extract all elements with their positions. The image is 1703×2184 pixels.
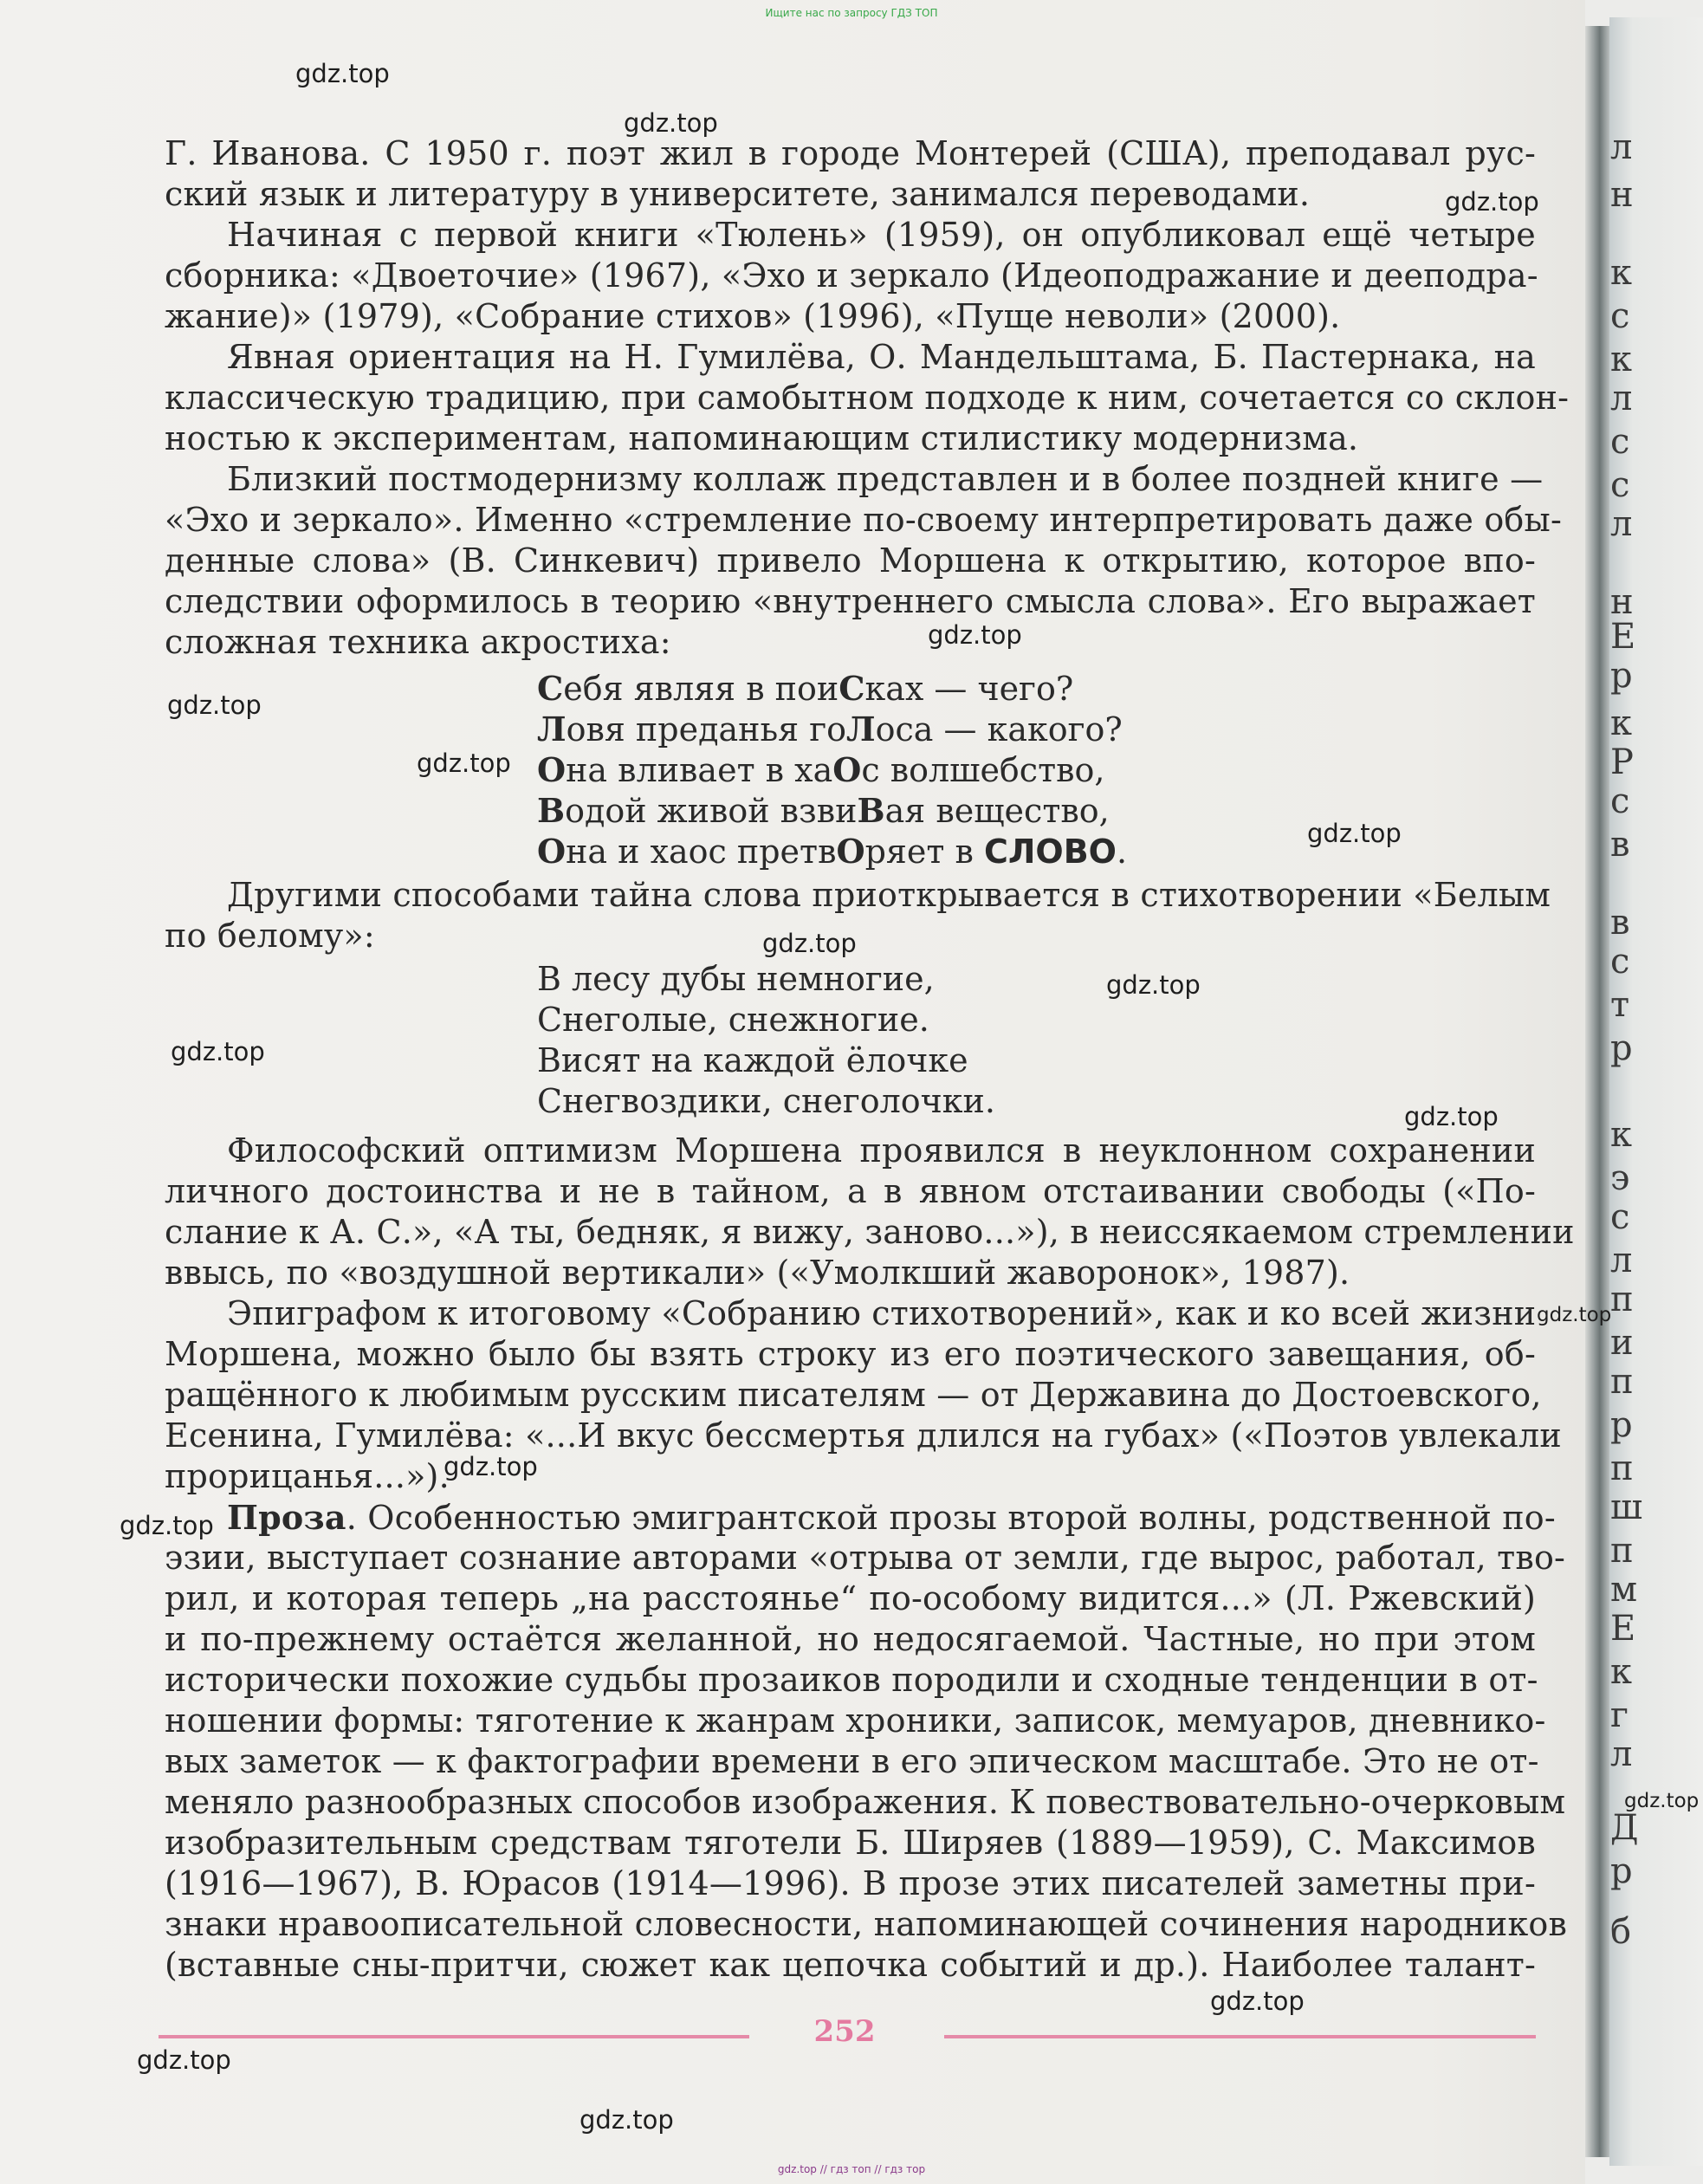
watermark: gdz.top: [1624, 1790, 1700, 1812]
watermark: gdz.top: [120, 1511, 214, 1540]
text-line: Есенина, Гумилёва: «...И вкус бессмертья длился на губах» («Поэтов увлекали: [165, 1416, 1562, 1455]
bottom-note: gdz.top // гдз топ // гдз тор: [777, 2163, 926, 2175]
book-spine: [1585, 26, 1609, 2157]
acrostic-letter: В: [857, 791, 885, 830]
watermark: gdz.top: [1210, 1986, 1305, 2016]
text-line: ский язык и литературу в университете, занимался переводами.: [165, 175, 1311, 213]
facing-page-letter: Е: [1610, 617, 1636, 657]
acrostic-letter: О: [537, 832, 567, 871]
acrostic-line: Ловя преданья гоЛоса — какого?: [537, 710, 1123, 749]
facing-page-letter: к: [1610, 340, 1632, 379]
text-line: следствии оформилось в теорию «внутреннего смысла слова». Его выражает: [165, 582, 1536, 620]
facing-page-letter: и: [1610, 1323, 1634, 1363]
facing-page-letter: п: [1610, 1448, 1634, 1488]
acrostic-line: Она вливает в хаОс волшебство,: [537, 750, 1105, 789]
watermark: gdz.top: [580, 2105, 674, 2135]
facing-page-letter: Р: [1610, 742, 1634, 782]
acrostic-letter: С: [537, 669, 564, 708]
text-line: Близкий постмодернизму коллаж представлен и в более поздней книге —: [227, 460, 1544, 498]
facing-page-letter: б: [1610, 1912, 1632, 1952]
footer-rule-right: [944, 2035, 1536, 2038]
facing-page-letter: с: [1610, 296, 1630, 336]
watermark: gdz.top: [624, 108, 718, 138]
watermark: gdz.top: [1307, 819, 1402, 848]
text-line: вых заметок — к фактографии времени в его эпическом масштабе. Это не от-: [165, 1742, 1539, 1780]
watermark: gdz.top: [417, 749, 511, 778]
facing-page-letter: л: [1610, 1241, 1633, 1280]
text-line: Моршена, можно было бы взять строку из его поэтического завещания, об-: [165, 1335, 1536, 1373]
page-number: 252: [813, 2014, 876, 2049]
acrostic-line: Себя являя в поиСках — чего?: [537, 669, 1074, 708]
text-line: Г. Иванова. С 1950 г. поэт жил в городе Монтерей (США), преподавал рус-: [165, 134, 1536, 172]
facing-page-letter: м: [1610, 1570, 1638, 1610]
facing-page-letter: л: [1610, 379, 1633, 418]
facing-page-letter: к: [1610, 253, 1632, 293]
acrostic-line: Она и хаос претвОряет в СЛОВО.: [537, 832, 1128, 871]
watermark: gdz.top: [928, 620, 1022, 650]
watermark: gdz.top: [1106, 970, 1201, 1000]
text-line: Эпиграфом к итоговому «Собранию стихотворений», как и ко всей жизни: [227, 1294, 1537, 1332]
facing-page-edge: [1609, 17, 1703, 2166]
text-line: ращённого к любимым русским писателям — от Державина до Достоевского,: [165, 1376, 1542, 1414]
text-line: слание к А. С.», «А ты, бедняк, я вижу, заново...»), в неиссякаемом стремлении: [165, 1213, 1575, 1251]
acrostic-letter: В: [537, 791, 566, 830]
text-line: сборника: «Двоеточие» (1967), «Эхо и зеркало (Идеоподражание и дееподра-: [165, 256, 1538, 295]
text-line: эзии, выступает сознание авторами «отрыва от земли, где вырос, работал, тво-: [165, 1539, 1566, 1577]
facing-page-letter: с: [1610, 942, 1630, 982]
text-line: изобразительным средствам тяготели Б. Ширяев (1889—1959), С. Максимов: [165, 1824, 1536, 1862]
facing-page-letter: н: [1610, 582, 1634, 622]
watermark: gdz.top: [171, 1037, 265, 1066]
facing-page-letter: л: [1610, 504, 1633, 544]
text-line: (вставные сны-притчи, сюжет как цепочка событий и др.). Наиболее талант-: [165, 1946, 1536, 1984]
facing-page-letter: к: [1610, 703, 1632, 743]
facing-page-letter: ш: [1610, 1487, 1643, 1527]
acrostic-letter: С: [839, 669, 865, 708]
facing-page-letter: Д: [1610, 1808, 1639, 1848]
facing-page-letter: Е: [1610, 1609, 1636, 1649]
facing-page-letter: р: [1610, 656, 1633, 696]
poem-line: Снегвоздики, снеголочки.: [537, 1082, 995, 1120]
watermark: gdz.top: [167, 690, 262, 720]
facing-page-letter: п: [1610, 1280, 1634, 1319]
facing-page-letter: в: [1610, 825, 1630, 865]
acrostic-letter: Л: [845, 710, 876, 749]
facing-page-letter: к: [1610, 1115, 1632, 1155]
text-line: меняло разнообразных способов изображения. К повествовательно-очерковым: [165, 1783, 1566, 1821]
facing-page-letter: г: [1610, 1695, 1629, 1735]
text-line: Философский оптимизм Моршена проявился в неуклонном сохранении: [227, 1131, 1536, 1170]
poem-line: В лесу дубы немногие,: [537, 960, 935, 998]
facing-page-letter: с: [1610, 465, 1630, 505]
facing-page-letter: п: [1610, 1362, 1634, 1402]
acrostic-letter: Л: [537, 710, 567, 749]
watermark: gdz.top: [762, 929, 857, 958]
watermark: gdz.top: [1404, 1102, 1499, 1131]
text-line: прорицанья...»).: [165, 1457, 450, 1495]
text-line: ввысь, по «воздушной вертикали» («Умолкший жаворонок», 1987).: [165, 1254, 1350, 1292]
poem-line: Висят на каждой ёлочке: [537, 1041, 968, 1079]
acrostic-line: Водой живой взвиВая вещество,: [537, 791, 1110, 830]
text-line: рил, и которая теперь „на расстоянье“ по-особому видится...» (Л. Ржевский): [165, 1579, 1536, 1617]
facing-page-letter: н: [1610, 175, 1634, 215]
facing-page-letter: р: [1610, 1405, 1633, 1445]
watermark: gdz.top: [137, 2045, 231, 2075]
watermark: gdz.top: [295, 59, 390, 88]
text-line: денные слова» (В. Синкевич) привело Моршена к открытию, которое впо-: [165, 541, 1536, 580]
text-line: жание)» (1979), «Собрание стихов» (1996), «Пуще неволи» (2000).: [165, 297, 1341, 335]
text-line: и по-прежнему остаётся желанной, но недосягаемой. Частные, но при этом: [165, 1620, 1536, 1658]
text-line: ношении формы: тяготение к жанрам хроники, записок, мемуаров, дневнико-: [165, 1701, 1546, 1740]
prose-heading: Проза: [227, 1498, 346, 1537]
text-line: Начиная с первой книги «Тюлень» (1959), он опубликовал ещё четыре: [227, 216, 1536, 254]
poem-line: Снеголые, снежногие.: [537, 1001, 929, 1039]
watermark: gdz.top: [444, 1452, 538, 1481]
top-note: Ищите нас по запросу ГДЗ ТОП: [765, 7, 938, 19]
facing-page-letter: р: [1610, 1028, 1633, 1068]
facing-page-letter: в: [1610, 903, 1630, 943]
text-line: знаки нравоописательной словесности, напоминающей сочинения народников: [165, 1905, 1568, 1943]
text-line: сложная техника акростиха:: [165, 623, 671, 661]
text-line: (1916—1967), В. Юрасов (1914—1996). В прозе этих писателей заметны при-: [165, 1864, 1536, 1902]
text-line: Другими способами тайна слова приоткрывается в стихотворении «Белым: [227, 876, 1551, 914]
text-line: личного достоинства и не в тайном, а в явном отстаивании свободы («По-: [165, 1172, 1536, 1210]
text-line: классическую традицию, при самобытном подходе к ним, сочетается со склон-: [165, 379, 1570, 417]
text-line: «Эхо и зеркало». Именно «стремление по-своему интерпретировать даже обы-: [165, 501, 1562, 539]
facing-page-letter: л: [1610, 127, 1633, 167]
facing-page-letter: л: [1610, 1734, 1633, 1774]
text-line: исторически похожие судьбы прозаиков породили и сходные тенденции в от-: [165, 1661, 1538, 1699]
acrostic-word: СЛОВО: [983, 833, 1117, 871]
text-line: ностью к экспериментам, напоминающим стилистику модернизма.: [165, 419, 1359, 457]
prose-heading-line: Проза. Особенностью эмигрантской прозы второй волны, родственной по-: [227, 1498, 1556, 1537]
footer-rule-left: [159, 2035, 749, 2038]
text-line: по белому»:: [165, 917, 375, 955]
facing-page-letter: к: [1610, 1652, 1632, 1692]
facing-page-letter: т: [1610, 985, 1630, 1025]
facing-page-letter: п: [1610, 1531, 1634, 1571]
facing-page-letter: с: [1610, 422, 1630, 462]
watermark: gdz.top: [1445, 187, 1539, 217]
facing-page-letter: с: [1610, 1197, 1630, 1237]
facing-page-letter: р: [1610, 1851, 1633, 1891]
facing-page-letter: с: [1610, 781, 1630, 821]
acrostic-letter: О: [832, 750, 862, 789]
facing-page-letter: э: [1610, 1158, 1630, 1198]
text-line: Явная ориентация на Н. Гумилёва, О. Мандельштама, Б. Пастернака, на: [227, 338, 1536, 376]
watermark: gdz.top: [1537, 1304, 1612, 1326]
acrostic-letter: О: [836, 832, 865, 871]
acrostic-letter: О: [537, 750, 567, 789]
